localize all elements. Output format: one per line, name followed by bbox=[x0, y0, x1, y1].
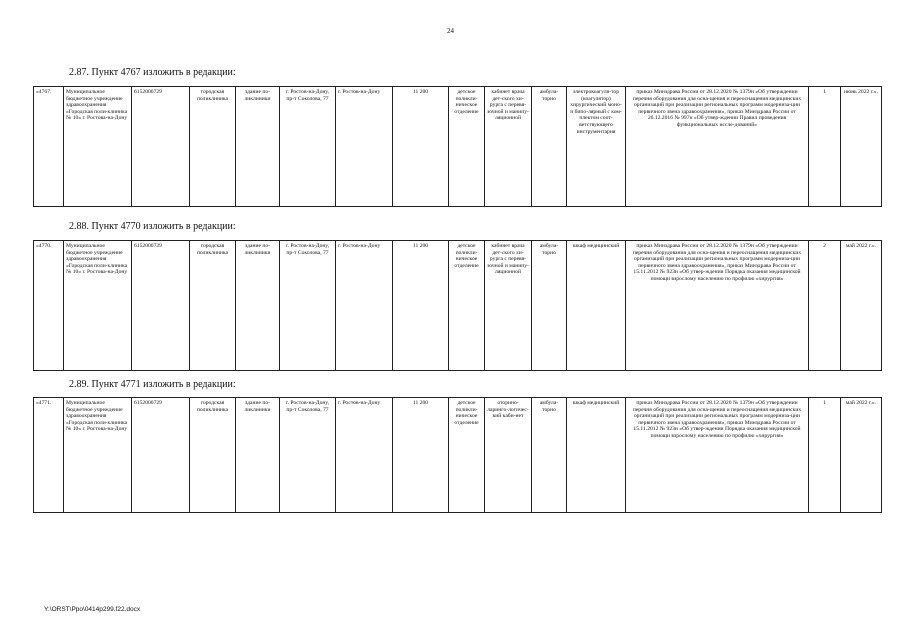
building-cell: здание по-ликлиники bbox=[236, 87, 280, 207]
inn-cell: 6152000729 bbox=[132, 241, 190, 371]
page-number: 24 bbox=[447, 27, 454, 35]
address-cell: г. Ростов-на-Дону, пр-т Соколова, 77 bbox=[280, 398, 336, 513]
code-cell: 11 200 bbox=[393, 398, 449, 513]
city-cell: г. Ростов-на-Дону bbox=[336, 241, 393, 371]
amendment-table bbox=[33, 240, 882, 371]
row-number: «4767. bbox=[34, 87, 64, 207]
table-row bbox=[34, 241, 882, 371]
section-heading: 2.87. Пункт 4767 изложить в редакции: bbox=[69, 67, 236, 78]
date-cell: май 2022 г.». bbox=[841, 398, 882, 513]
department-cell: детское поликли-ническое отделение bbox=[449, 241, 485, 371]
equipment-cell: шкаф медицинский bbox=[567, 241, 626, 371]
facility-type-cell: городская поликлиника bbox=[190, 398, 236, 513]
organization-cell: Муниципальное бюджетное учреждение здравоохранения «Городская поли-клиника № 10» г. Ростова-на-Дону bbox=[64, 241, 132, 371]
address-cell: г. Ростов-на-Дону, пр-т Соколова, 77 bbox=[280, 87, 336, 207]
equipment-cell: электрокоагуля-тор (коагулятор) хирургический моно- и бипо-лярный с ком-плектом соот-ветствующего инструментария bbox=[567, 87, 626, 207]
city-cell: г. Ростов-на-Дону bbox=[336, 87, 393, 207]
facility-type-cell: городская поликлиника bbox=[190, 241, 236, 371]
inn-cell: 6152000729 bbox=[132, 398, 190, 513]
code-cell: 11 200 bbox=[393, 241, 449, 371]
room-cell: кабинет врача дет-ского хи-рурга с перевя-зочной и манипу-ляционной bbox=[485, 241, 532, 371]
care-cell: амбула-торно bbox=[532, 87, 567, 207]
facility-type-cell: городская поликлиника bbox=[190, 87, 236, 207]
table-row bbox=[34, 398, 882, 513]
care-cell: амбула-торно bbox=[532, 241, 567, 371]
room-cell: оторино-ларинго-логичес-кий каби-нет bbox=[485, 398, 532, 513]
quantity-cell: 1 bbox=[809, 398, 841, 513]
quantity-cell: 1 bbox=[809, 87, 841, 207]
organization-cell: Муниципальное бюджетное учреждение здравоохранения «Городская поли-клиника № 10» г. Ростова-на-Дону bbox=[64, 87, 132, 207]
date-cell: июнь 2022 г.». bbox=[841, 87, 882, 207]
equipment-cell: шкаф медицинский bbox=[567, 398, 626, 513]
basis-cell: приказ Минздрава России от 28.12.2020 № 1379н «Об утверждении перечня оборудования для осна-щения и переоснащения медицинских организаций при реализации региональных программ модерниза-ции первичного звена здравоохранения», приказ Минздрава России от 15.11.2012 № 923н «Об утвер-ждении Порядка оказания медицинской помощи взрослому населению по профилю «хирургия» bbox=[626, 241, 809, 371]
amendment-table bbox=[33, 86, 882, 207]
amendment-table bbox=[33, 397, 882, 513]
care-cell: амбула-торно bbox=[532, 398, 567, 513]
section-heading: 2.89. Пункт 4771 изложить в редакции: bbox=[69, 379, 236, 390]
row-number: «4771. bbox=[34, 398, 64, 513]
department-cell: детское поликли-ническое отделение bbox=[449, 398, 485, 513]
quantity-cell: 2 bbox=[809, 241, 841, 371]
building-cell: здание по-ликлиники bbox=[236, 398, 280, 513]
code-cell: 11 200 bbox=[393, 87, 449, 207]
basis-cell: приказ Минздрава России от 28.12.2020 № 1379н «Об утверждении перечня оборудования для осна-щения и переоснащения медицинских организаций при реализации региональных программ модерниза-ции первичного звена здравоохранения», приказ Минздрава России от 26.12.2016 № 997н «Об утвер-ждении Правил проведения функциональных иссле-дований» bbox=[626, 87, 809, 207]
inn-cell: 6152000729 bbox=[132, 87, 190, 207]
department-cell: детское поликли-ническое отделение bbox=[449, 87, 485, 207]
building-cell: здание по-ликлиники bbox=[236, 241, 280, 371]
row-number: «4770. bbox=[34, 241, 64, 371]
date-cell: май 2022 г.». bbox=[841, 241, 882, 371]
file-path-footer: Y:\ORST\Ppo\0414p299.f22.docx bbox=[44, 606, 141, 613]
basis-cell: приказ Минздрава России от 28.12.2020 № 1379н «Об утверждении перечня оборудования для осна-щения и переоснащения медицинских организаций при реализации региональных программ модерниза-ции первичного звена здравоохранения», приказ Минздрава России от 15.11.2012 № 923н «Об утвер-ждении Порядка оказания медицинской помощи взрослому населению по профилю «хирургия» bbox=[626, 398, 809, 513]
table-row bbox=[34, 87, 882, 207]
address-cell: г. Ростов-на-Дону, пр-т Соколова, 77 bbox=[280, 241, 336, 371]
organization-cell: Муниципальное бюджетное учреждение здравоохранения «Городская поли-клиника № 10» г. Ростова-на-Дону bbox=[64, 398, 132, 513]
room-cell: кабинет врача дет-ского хи-рурга с перевя-зочной и манипу-ляционной bbox=[485, 87, 532, 207]
section-heading: 2.88. Пункт 4770 изложить в редакции: bbox=[69, 221, 236, 232]
city-cell: г. Ростов-на-Дону bbox=[336, 398, 393, 513]
